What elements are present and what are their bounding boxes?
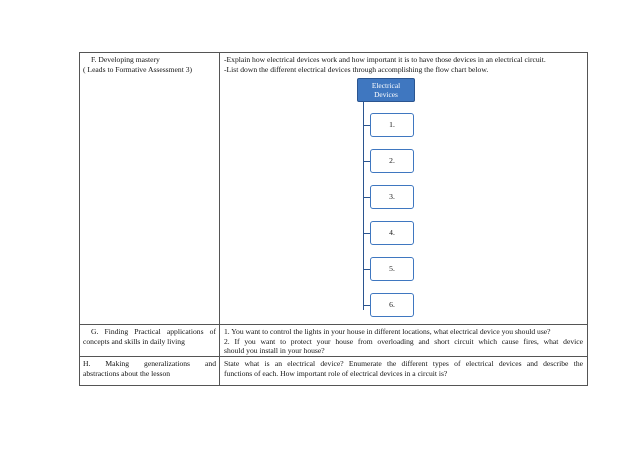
flowchart-connector [363, 161, 370, 162]
flowchart-node-5: 5. [370, 257, 414, 281]
flowchart-head-line: Electrical [371, 81, 401, 90]
flowchart-connector [363, 305, 370, 306]
content-line: -List down the different electrical devices through accomplishing the flow chart below. [224, 64, 489, 74]
row-label-line: ( Leads to Formative Assessment 3) [83, 64, 193, 74]
content-line: 1. You want to control the lights in your house in different locations, what electrical device you should use? [224, 327, 551, 336]
row-practical-applications [80, 325, 587, 357]
flowchart-connector-spine [363, 102, 364, 310]
flowchart-node-4: 4. [370, 221, 414, 245]
flowchart-connector [363, 197, 370, 198]
row-label-practical-applications [80, 325, 220, 356]
content-line: functions of each. How important role of electrical devices in a circuit is? [224, 368, 448, 378]
row-label-line: concepts and skills in daily living [83, 336, 185, 346]
row-label-developing-mastery [80, 53, 220, 324]
content-line: 2. If you want to protect your house from overloading and short circuit which cause fires, what device [224, 336, 583, 346]
content-line: -Explain how electrical devices work and how important it is to have those devices in an electrical circuit. [224, 55, 546, 64]
flowchart-node-6: 6. [370, 293, 414, 317]
row-label-line: G. Finding Practical applications of [91, 327, 216, 336]
flowchart-node-3: 3. [370, 185, 414, 209]
lesson-plan-table [79, 52, 588, 386]
row-content-practical-applications [220, 325, 587, 356]
content-line: State what is an electrical device? Enumerate the different types of electrical devices and describe the [224, 359, 583, 368]
row-label-generalizations [80, 357, 220, 386]
row-generalizations [80, 357, 587, 386]
row-label-line: H. Making generalizations and [83, 359, 216, 368]
content-line: should you install in your house? [224, 346, 325, 356]
flowchart-head-line: Devices [374, 90, 398, 99]
flowchart-node-1: 1. [370, 113, 414, 137]
flowchart-node-2: 2. [370, 149, 414, 173]
row-label-line: F. Developing mastery [91, 55, 160, 64]
flowchart-head-box [357, 78, 415, 102]
row-content-generalizations [220, 357, 587, 386]
row-label-line: abstractions about the lesson [83, 368, 171, 378]
flowchart-connector [363, 233, 370, 234]
flowchart-connector [363, 269, 370, 270]
flowchart-connector [363, 125, 370, 126]
row-developing-mastery [80, 53, 587, 325]
